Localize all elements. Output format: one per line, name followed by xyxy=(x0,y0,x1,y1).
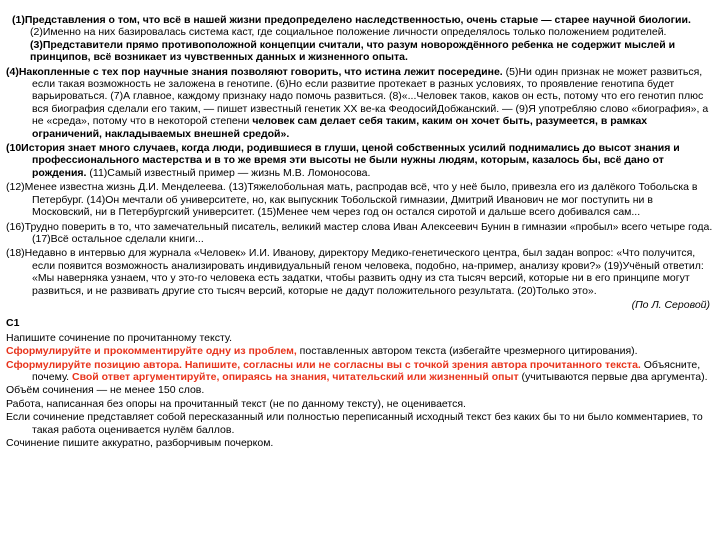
task-line-6: Если сочинение представляет собой пересказанный или полностью переписанный исходный текст без каких бы то ни было комментариев, то такая работа оценивается нулём баллов. xyxy=(6,411,703,436)
task-line-3-highlight: Сформулируйте позицию автора. Напишите, согласны или не согласны вы с точкой зрения автора прочитанного текста. xyxy=(6,358,641,371)
task-line-3-mid: Объясните, почему. xyxy=(32,358,701,383)
task-line-3-end: (учитываются первые два аргумента). xyxy=(518,370,708,383)
task-heading: С1 xyxy=(6,317,20,330)
paragraph-3 xyxy=(6,142,714,179)
sentence-9-end: человек сам делает себя таким, каким он хочет быть, разумеется, в рамках ограничений, накладываемых внешней средой». xyxy=(32,115,648,140)
task-line-4: Объём сочинения — не менее 150 слов. xyxy=(6,384,205,397)
task-line-5: Работа, написанная без опоры на прочитанный текст (не по данному тексту), не оценивается. xyxy=(6,397,466,410)
paragraph-2 xyxy=(6,66,714,140)
sentences-5-9: (5)Ни один признак не может развиться, если такая возможность не заложена в генотипе. (6)Но если развитие протекает в разных условиях, то проявление генотипа будет варьироваться. (7)А главное, каждому признаку надо помочь развиться. (8)«...Человек таков, каков он есть, потому что его генотип плюс вся биография сделали его таким, — пишет известный генетик XX ве-ка ФеодосийДобжанский. — (9)Я употребляю слово «биография», а не «среда», потому что в некоторой степени xyxy=(32,65,709,128)
paragraph-1 xyxy=(6,14,714,64)
sentence-3: (3)Представители прямо противоположной концепции считали, что разум новорождённого ребенка не содержит мыслей и принципов, всё возникает из чувственных данных и жизненного опыта. xyxy=(30,38,676,64)
task-line-2-highlight: Сформулируйте и прокомментируйте одну из проблем, xyxy=(6,345,297,358)
task-line-2-rest: поставленных автором текста (избегайте чрезмерного цитирования). xyxy=(296,345,638,358)
task-line-7: Сочинение пишите аккуратно, разборчивым почерком. xyxy=(6,437,274,449)
paragraph-4: (12)Менее известна жизнь Д.И. Менделеева. (13)Тяжелобольная мать, распродав всё, что у неё было, привезла его из далёкого Тобольска в Петербург. (14)Он мечтали об университете, но, как выпускник Тобольской гимназии, Дмитрий Иванович не мог поступить ни в Московский, ни в Петербургский университет. (15)Менее чем через год он остался сиротой и дальше всего добивался сам... xyxy=(6,181,698,219)
task-line-1: Напишите сочинение по прочитанному тексту. xyxy=(6,331,233,344)
task-line-3-highlight-2: Свой ответ аргументируйте, опираясь на знания, читательский или жизненный опыт xyxy=(71,370,519,383)
sentence-1: (1)Представления о том, что всё в нашей жизни предопределено наследственностью, очень старые — старее научной биологии. xyxy=(12,14,691,26)
sentence-10: (10История знает много случаев, когда люди, родившиеся в глуши, ценой собственных усилий поднимались до высот знания и профессионального мастерства и в то же время эти высоты не были нужны людям, которым, казалось бы, всё дано от рождения. xyxy=(6,142,680,179)
author-attribution: (По Л. Серовой) xyxy=(631,298,710,311)
paragraph-6: (18)Недавно в интервью для журнала «Человек» И.И. Иванову, директору Медико-генетического центра, был задан вопрос: «Что получится, если появится возможность анализировать индивидуальный геном человека, подобно, на-пример, анализу крови?» (19)Учёный ответил: «Мы наверняка узнаем, что у это-го человека есть задатки, чтобы развить одну из ста тысяч версий, которые ни в его принципе могут развиться, и не развивать другие сто тысяч версий, которые не дадут положительного результата. (20)Только это». xyxy=(6,247,704,297)
sentence-11: (11)Самый известный пример — жизнь М.В. Ломоносова. xyxy=(86,166,371,179)
task-line-3 xyxy=(6,359,714,384)
sentence-2: (2)Именно на них базировалась система каст, где социальное положение личности определялось только положением родителей. xyxy=(30,26,667,39)
task-line-2 xyxy=(6,345,714,357)
sentence-4: (4)Накопленные с тех пор научные знания позволяют говорить, что истина лежит посередине. xyxy=(6,65,506,78)
paragraph-5: (16)Трудно поверить в то, что замечательный писатель, великий мастер слова Иван Алексеевич Бунин в гимназии «пробыл» всего четыре года. (17)Всё остальное сделали книги... xyxy=(6,220,713,245)
